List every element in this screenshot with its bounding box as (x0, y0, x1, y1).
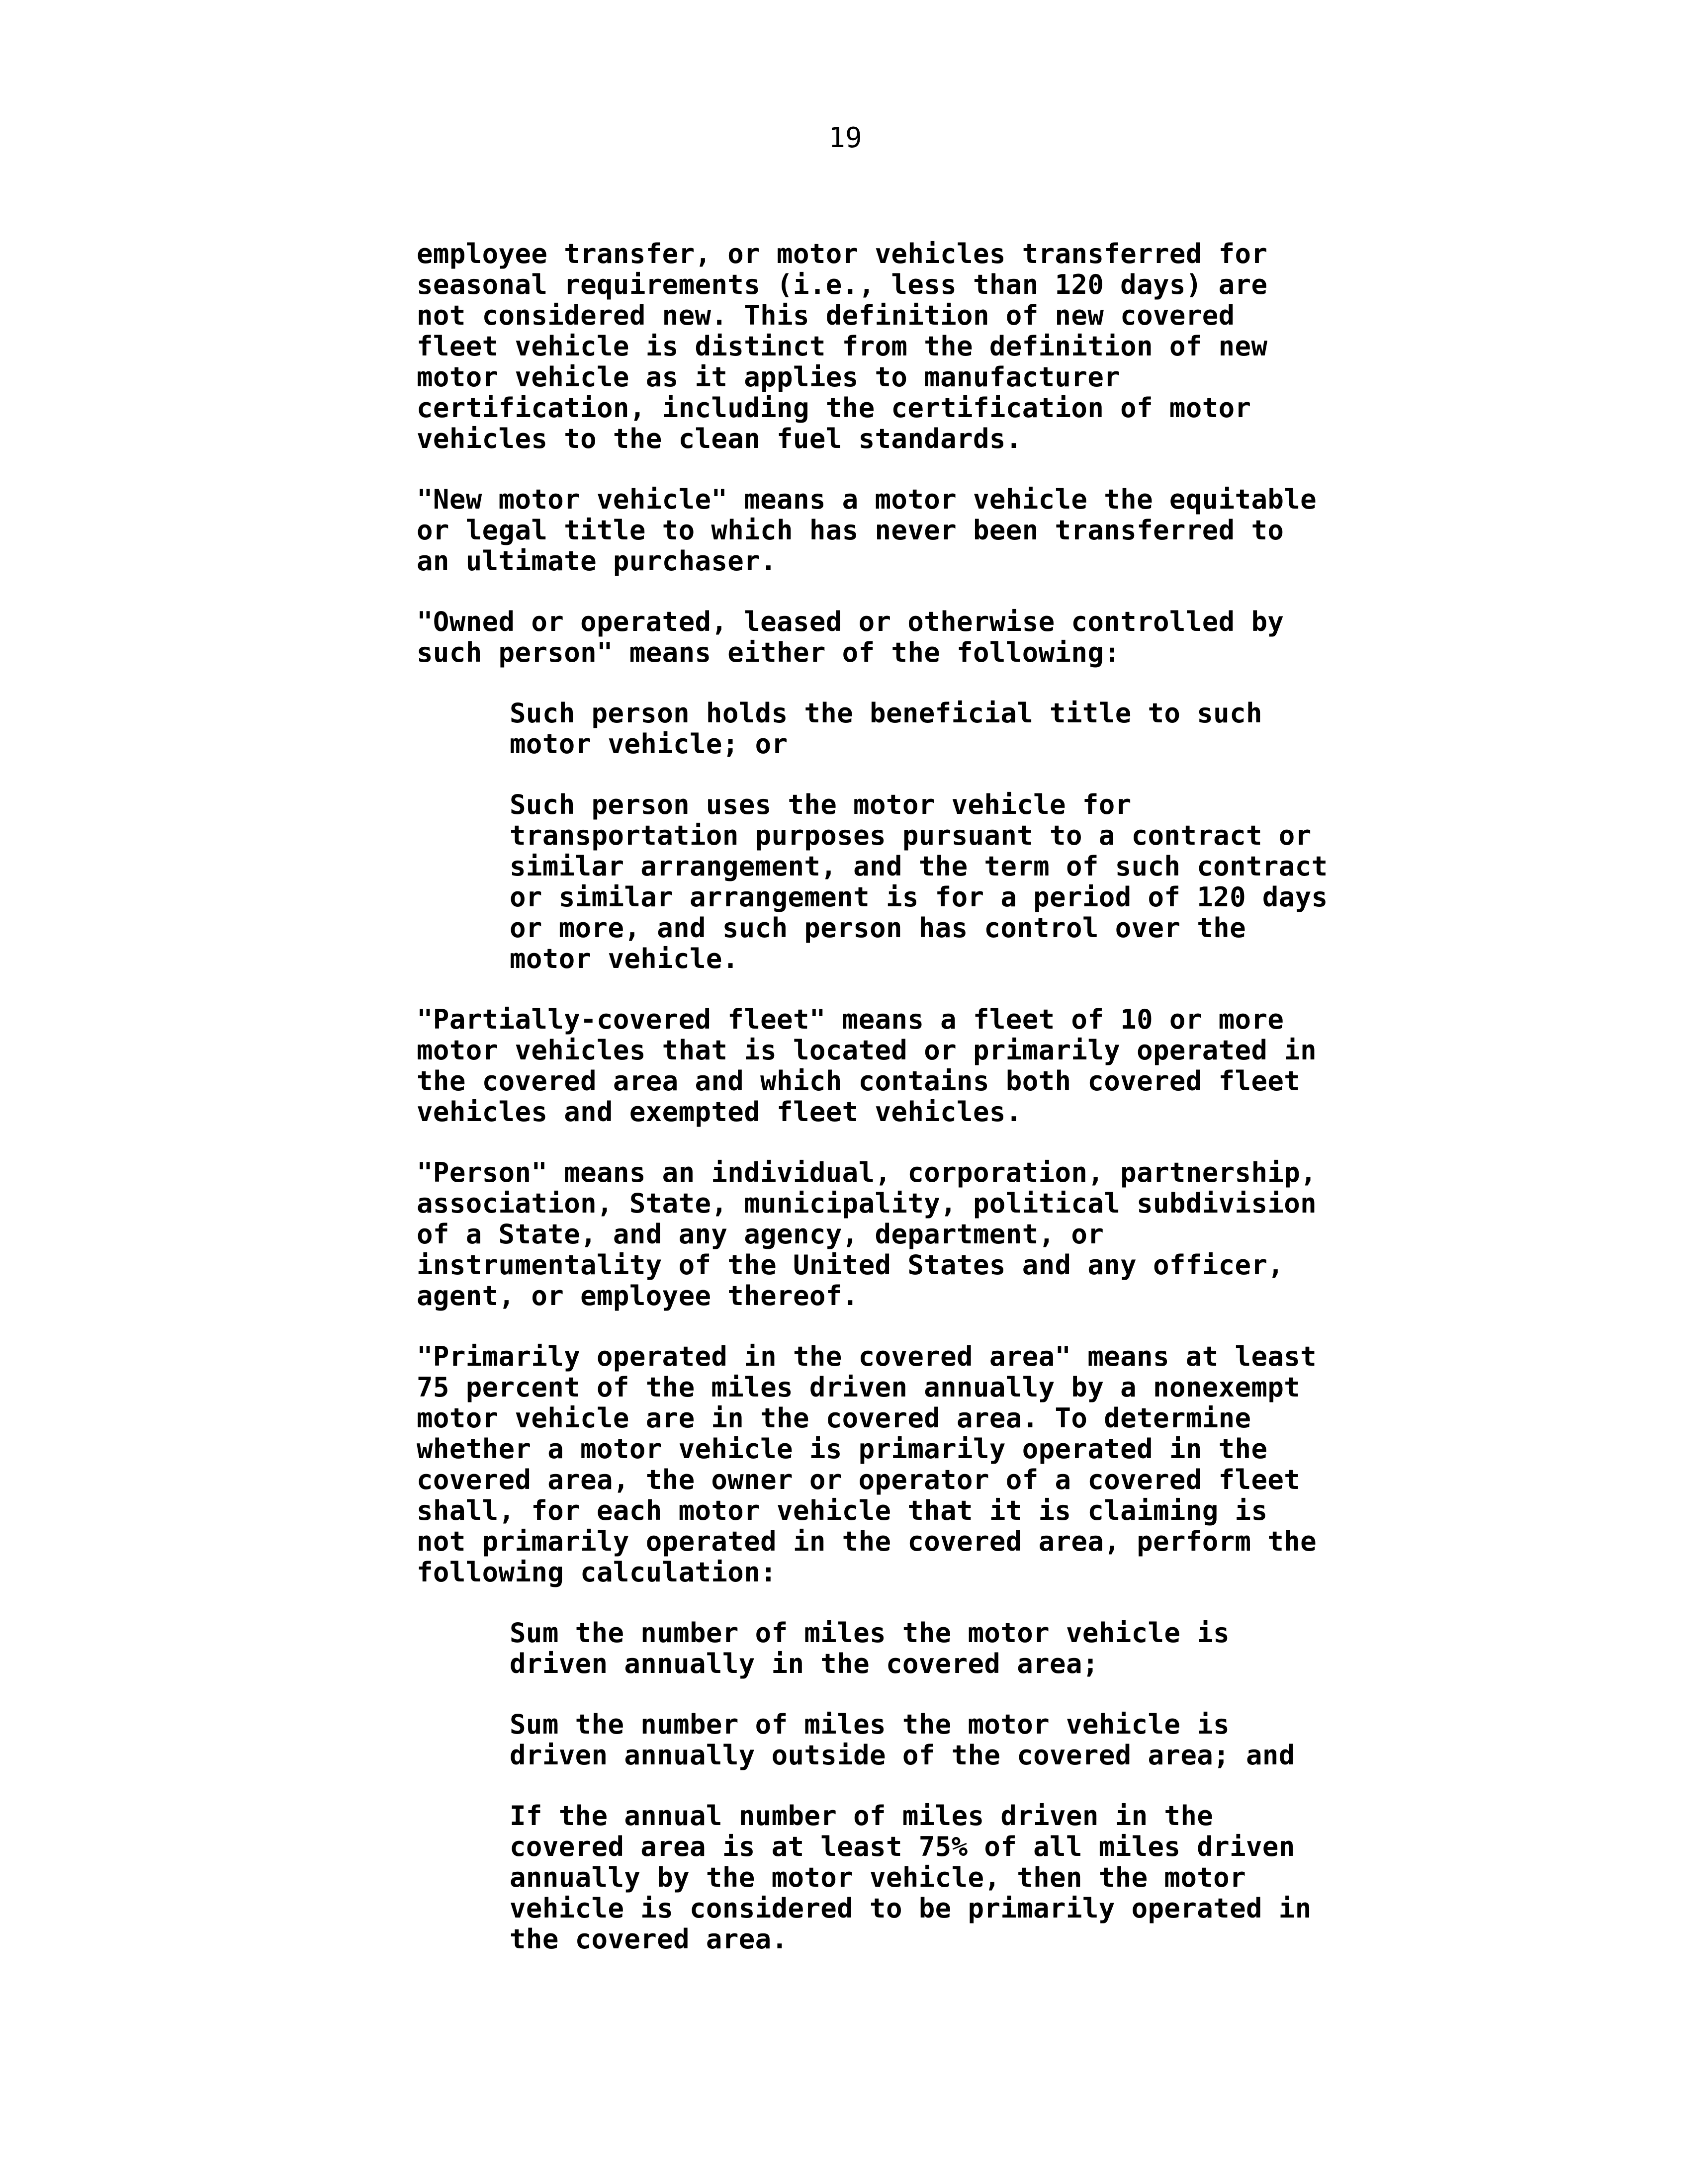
document-body (417, 239, 1461, 1985)
paragraph-new-covered-fleet-continuation: employee transfer, or motor vehicles transferred for seasonal requirements (i.e., less than 120 days) are not considered new. This definition of new covered fleet vehicle is distinct from the definition of new motor vehicle as it applies to manufacturer certification, including the certification of motor vehicles to the clean fuel standards. (417, 238, 1268, 454)
paragraph-owned-or-operated-definition: "Owned or operated, leased or otherwise controlled by such person" means either of the following: (417, 606, 1284, 668)
paragraph-partially-covered-fleet-definition: "Partially-covered fleet" means a fleet of 10 or more motor vehicles that is located or primarily operated in the covered area and which contains both covered fleet vehicles and exempted fleet vehicles. (417, 1004, 1317, 1128)
subparagraph-beneficial-title: Such person holds the beneficial title to such motor vehicle; or (510, 698, 1262, 760)
subparagraph-miles-outside-area: Sum the number of miles the motor vehicle is driven annually outside of the covered area; and (510, 1709, 1295, 1771)
subparagraph-miles-inside-area: Sum the number of miles the motor vehicle is driven annually in the covered area; (510, 1617, 1230, 1679)
subparagraph-seventy-five-percent-rule: If the annual number of miles driven in the covered area is at least 75% of all miles driven annually by the motor vehicle, then the motor vehicle is considered to be primarily operated in the covered area. (510, 1800, 1312, 1955)
paragraph-new-motor-vehicle-definition: "New motor vehicle" means a motor vehicle the equitable or legal title to which has never been transferred to an ultimate purchaser. (417, 484, 1317, 577)
paragraph-person-definition: "Person" means an individual, corporation, partnership, association, State, municipality, political subdivision of a State, and any agency, department, or instrumentality of the United States and any officer, agent, or employee thereof. (417, 1157, 1317, 1311)
page-number: 19 (828, 122, 862, 154)
paragraph-primarily-operated-definition: "Primarily operated in the covered area" means at least 75 percent of the miles driven annually by a nonexempt motor vehicle are in the covered area. To determine whether a motor vehicle is primarily operated in the covered area, the owner or operator of a covered fleet shall, for each motor vehicle that it is claiming is not primarily operated in the covered area, perform the following calculation: (417, 1341, 1317, 1588)
subparagraph-contract-arrangement: Such person uses the motor vehicle for transportation purposes pursuant to a contract or similar arrangement, and the term of such contract or similar arrangement is for a period of 120 days or more, and such person has control over the motor vehicle. (510, 789, 1328, 974)
